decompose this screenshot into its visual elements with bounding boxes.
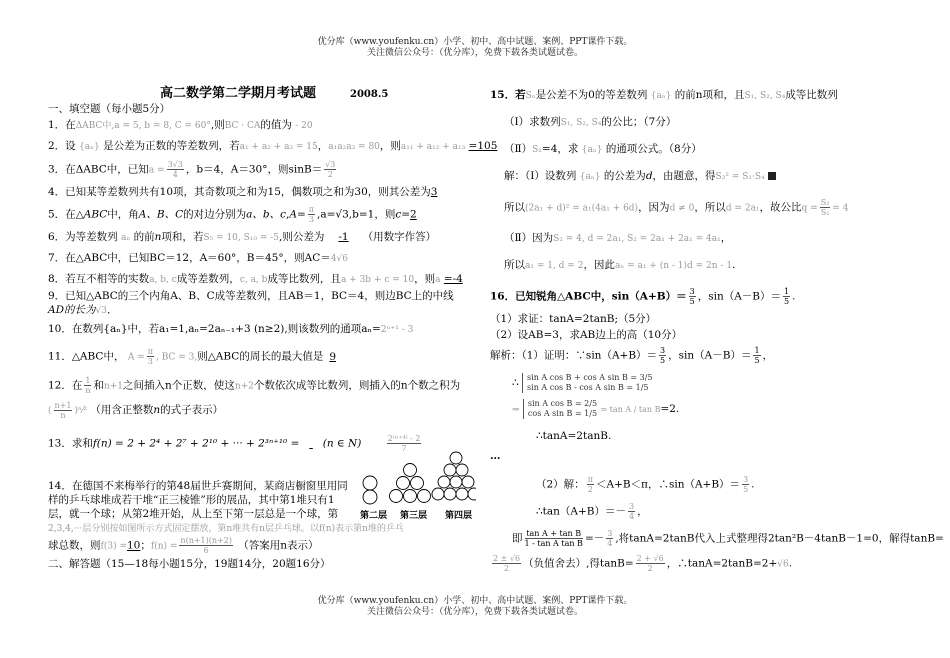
layer-caption-4: 第四层 xyxy=(445,511,473,521)
question-15-part-2: （Ⅱ）S₂=4，求 {aₙ} 的通项公式。（8分） xyxy=(504,143,702,155)
question-14: 14．在德国不来梅举行的第48届世乒赛期间，某商店橱窗里用同 样的乒乓球堆成若干堆“正三棱锥”形的展品，其中第1堆只有1 层，就一个球；从第2堆开始，从上至下第一层总是一个球，第 2,3,4,···层分别按如图所示方式固定摆放，第n堆共有n层乒乓球。以f(n)表示第n堆的乒乓 球总数，则f(3) =10；f(n) = $\frac{n(n+1)(n+2)}{6}$ （答案用n表示） xyxy=(48,480,404,555)
question-6: 6．为等差数列 aₙ 的前n项和，若S₅ = 10, S₁₀ = -5,则公差为 -1 （用数字作答） xyxy=(48,231,437,243)
header-line-1: 优分库（www.youfenku.cn）小学、初中、高中试题、案例、PPT课件下载。 xyxy=(317,37,633,47)
solution-16-part-2: （2）解： $\frac{\pi}{2}$ ＜A+B＜π，∴sin（A+B）＝ $\frac{3}{5}$ . xyxy=(536,475,755,494)
solution-15-step-3: （Ⅱ）因为S₂ = 4, d = 2a₁, S₂ = 2a₁ + 2a₁ = 4a₁， xyxy=(504,232,732,244)
question-16-part-2: （2）设AB=3，求AB边上的高（10分） xyxy=(490,329,683,341)
answer-8: =-4 xyxy=(443,273,463,285)
section-solutions: 二、解答题（15—18每小题15分，19题14分，20题16分） xyxy=(48,558,331,570)
layer-caption-2: 第二层 xyxy=(360,511,388,521)
question-1: 1．在ΔABC中,a = 5, b = 8, C = 60°,则BC · CA的值为 - 20 xyxy=(48,119,313,131)
answer-13: $\frac{\text{2⁽ⁿ⁺⁴⁾ - 2}}{7}$ xyxy=(387,434,421,453)
question-15-part-1: （Ⅰ）求数列S₁, S₂, S₄的公比；（7分） xyxy=(504,116,677,128)
ellipsis: … xyxy=(490,450,501,462)
question-13: 13．求和f(n) = 2 + 2⁴ + 2⁷ + 2¹⁰ + ··· + 2³ⁿ⁺¹⁰ = (n ∈ N) $\frac{\text{2⁽ⁿ⁺⁴⁾ - 2}}{7}$ xyxy=(48,434,421,453)
exam-date: 2008.5 xyxy=(350,89,389,100)
exam-title: 高二数学第二学期月考试题 2008.5 xyxy=(160,86,389,101)
question-12: 12．在 $\frac{1}{n}$ 和n+1之间插入n个正数，使这n+2个数依次成等比数列，则插入的n个数之积为 xyxy=(48,376,461,395)
question-4: 4．已知某等差数列共有10项，其奇数项之和为15，偶数项之和为30，则其公差为3 xyxy=(48,186,438,198)
page-footer xyxy=(0,596,950,618)
question-3: 3．在ΔABC中，已知a = $\frac{3√3}{4}$ ，b＝4，A＝30°，则sinB＝ $\frac{√3}{2}$ xyxy=(48,160,336,179)
answer-14-f3: 10 xyxy=(126,539,141,552)
answer-5: 2 xyxy=(410,208,417,221)
question-16-part-1: （1）求证：tanA=2tanB;（5分） xyxy=(490,313,657,325)
footer-line-1: 优分库（www.youfenku.cn）小学、初中、高中试题、案例、PPT课件下载。 xyxy=(317,596,633,606)
header-line-2: 关注微信公众号：（优分库），免费下载各类试题试卷。 xyxy=(366,48,583,58)
question-7: 7．在△ABC中，已知BC＝12，A＝60°，B＝45°，则AC＝4√6 xyxy=(48,252,348,264)
question-15: 15．若Sₙ是公差不为0的等差数列 {aₙ} 的前n项和，且S₁, S₂, S₄成等比数列 xyxy=(490,89,838,101)
solution-15-step-4: 所以a₁ = 1, d = 2，因此aₙ = a₁ + (n - 1)d = 2n - 1. xyxy=(504,259,736,271)
page-header xyxy=(0,37,950,59)
question-11: 11．△ABC中， A = $\frac{\pi}{3}$ , BC = 3,则△ABC的周长的最大值是 9 xyxy=(48,347,452,366)
solution-16-final: $\frac{2 \pm √6}{2}$ （负值舍去）,得tanB= $\frac{2 + √6}{2}$ ，∴tanA=2tanB=2+√6. xyxy=(493,554,793,573)
question-8: 8．若互不相等的实数a, b, c成等差数列，c, a, b成等比数列，且a + 3b + c = 10，则a =-4 xyxy=(48,273,463,285)
question-2: 2．设 {aₙ} 是公差为正数的等差数列，若a₁ + a₂ + a₃ = 15，a₁a₂a₃ = 80，则a₁₁ + a₁₂ + a₁₃ =105 xyxy=(48,140,498,152)
answer-11: 9 xyxy=(329,350,337,363)
answer-6: -1 xyxy=(338,231,349,243)
solution-15-step-1: 解：（Ⅰ）设数列 {aₙ} 的公差为d，由题意，得S₂² = S₁·S₄ xyxy=(490,169,910,184)
question-5: 5．在△ABC中，角A、B、C的对边分别为a、b、c,A= $\frac{\pi}{3}$ ,a=√3,b=1，则c=2 xyxy=(48,205,417,224)
question-12-answer: ( $\frac{n+1}{n}$ )ⁿ⁄² （用含正整数n的式子表示） xyxy=(48,401,224,420)
layer-caption-3: 第三层 xyxy=(400,511,428,521)
answer-2: =105 xyxy=(468,140,498,152)
solution-16-tan-sum: ∴tan（A+B）＝－ $\frac{3}{4}$ ， xyxy=(536,502,648,521)
solution-16-equation: 即 $\frac{\text{tan A + tan B}}{\text{1 - tan A tan B}}$ =－ $\frac{3}{4}$ ,将tanA=2tanB代入上式整理得2tan²B－4tanB－1=0，解得tanB= xyxy=(512,529,944,548)
solution-15-step-2: 所以(2a₁ + d)² = a₁(4a₁ + 6d)，因为d ≠ 0，所以d = 2a₁，故公比q = $\frac{\text{S₂}}{\text{S₁}}$ = 4 xyxy=(504,198,849,217)
sum-formula: f(n) = 2 + 2⁴ + 2⁷ + 2¹⁰ + ··· + 2³ⁿ⁺¹⁰ xyxy=(92,437,288,450)
equation-system-1: ∴ sin A cos B + cos A sin B = 3/5 sin A cos B - cos A sin B = 1/5 xyxy=(512,373,653,392)
section-fill-blank: 一、填空题（每小题5分） xyxy=(48,103,171,115)
solution-16-intro: 解析：（1）证明：∵sin（A+B）＝ $\frac{3}{5}$ ，sin（A－B）＝ $\frac{1}{5}$ ， xyxy=(490,346,774,365)
placeholder-box-icon xyxy=(768,172,776,180)
right-column xyxy=(490,88,944,579)
footer-line-2: 关注微信公众号：（优分库），免费下载各类试题试卷。 xyxy=(366,607,583,617)
question-10: 10．在数列{aₙ}中，若a₁=1,aₙ=2aₙ₋₁+3 (n≥2),则该数列的通项aₙ=2ⁿ⁺¹ - 3 xyxy=(48,323,414,335)
answer-4: 3 xyxy=(430,186,438,198)
question-9: 9．已知△ABC的三个内角A、B、C成等差数列，且AB＝1，BC＝4，则边BC上的中线 AD的长为√3． xyxy=(48,290,454,316)
question-16: 16．已知锐角△ABC中，sin（A+B）＝ $\frac{3}{5}$ ，sin（A－B）＝ $\frac{1}{5}$ . xyxy=(490,287,796,306)
equation-system-2: ⇒ sin A cos B = 2/5 cos A sin B = 1/5 ⇒ tan A / tan B=2. xyxy=(512,399,680,418)
solution-16-result-1: ∴tanA=2tanB. xyxy=(536,430,612,442)
